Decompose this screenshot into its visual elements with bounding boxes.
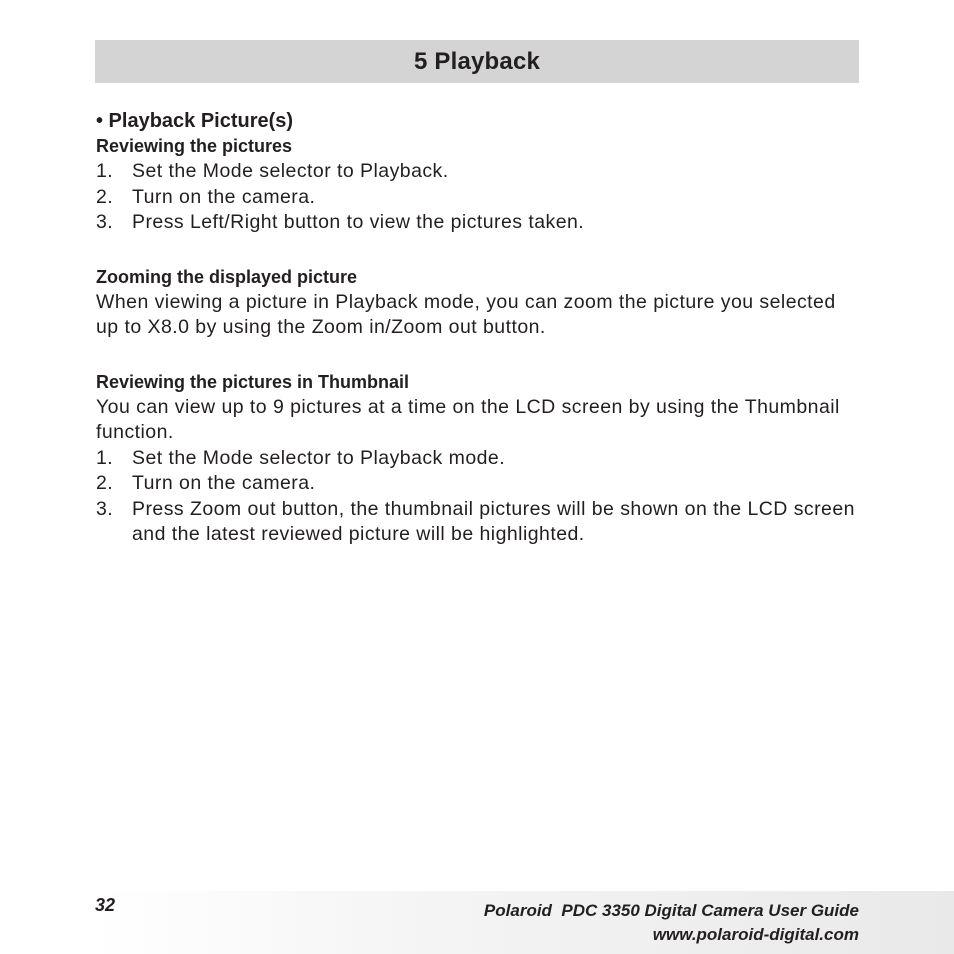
list-item [96,185,860,211]
step-number: 3. [96,211,114,233]
step-number: 2. [96,185,114,208]
chapter-title: 5 Playback [413,47,541,75]
step-number: 1. [96,446,114,469]
zooming-heading: Zooming the displayed picture [96,266,358,287]
list-item [96,446,860,472]
step-text: Turn on the camera. [132,472,316,494]
zooming-paragraph: When viewing a picture in Playback mode, you can zoom the picture you selected up to X8.0 by using the Zoom in/Zoom out button. [96,290,836,338]
thumbnail-heading: Reviewing the pictures in Thumbnail [96,371,410,392]
list-item [96,471,860,497]
spacer [96,236,860,265]
step-text: Press Zoom out button, the thumbnail pictures will be shown on the LCD screen and the latest reviewed picture will be highlighted. [132,497,855,545]
section-title: • Playback Picture(s) [96,110,294,132]
step-number: 2. [96,472,114,494]
spacer [96,341,860,370]
list-item [96,210,860,236]
step-text: Turn on the camera. [132,185,316,208]
thumbnail-paragraph: You can view up to 9 pictures at a time on the LCD screen by using the Thumbnail function. [96,395,840,443]
page-content [96,108,860,548]
step-number: 3. [96,497,114,520]
reviewing-steps [96,159,860,236]
step-number: 1. [96,160,114,182]
list-item [96,159,860,185]
list-item [96,497,860,548]
thumbnail-steps [96,446,860,548]
website-link: www.polaroid-digital.com [652,925,859,944]
footer-info [484,899,859,947]
reviewing-heading: Reviewing the pictures [96,136,293,156]
page-number: 32 [95,895,116,915]
chapter-header-bar [95,40,859,83]
step-text: Set the Mode selector to Playback mode. [132,446,506,469]
step-text: Press Left/Right button to view the pictures taken. [132,211,585,233]
step-text: Set the Mode selector to Playback. [132,160,449,182]
guide-title: Polaroid PDC 3350 Digital Camera User Guide [483,901,859,920]
